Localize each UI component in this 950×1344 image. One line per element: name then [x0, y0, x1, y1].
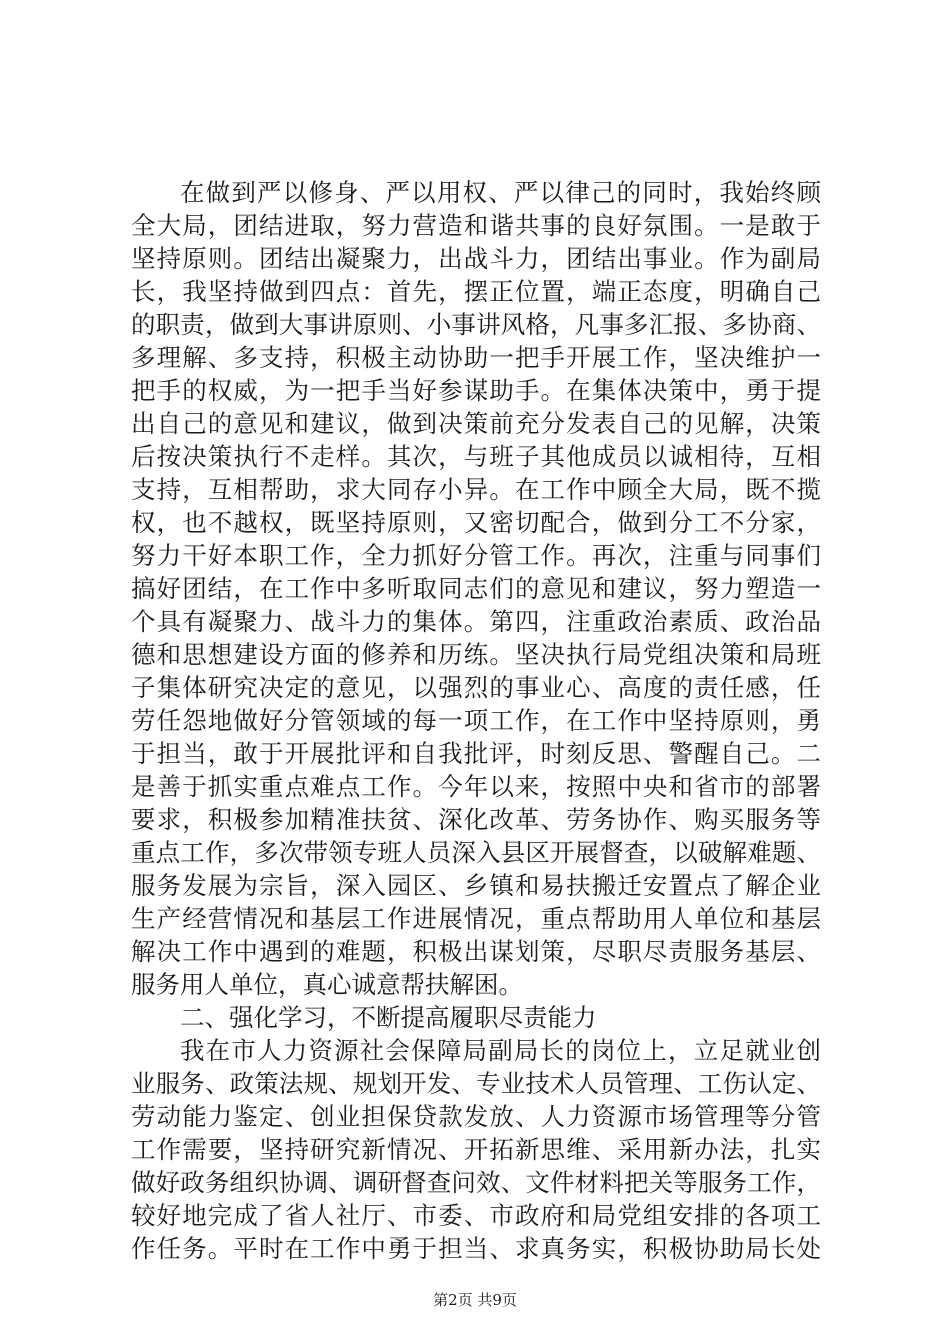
document-text — [131, 176, 821, 1265]
text-line: 解决工作中遇到的难题，积极出谋划策，尽职尽责服务基层、 — [131, 937, 821, 966]
text-line: 把手的权威，为一把手当好参谋助手。在集体决策中，勇于提 — [131, 376, 821, 405]
page-number-footer: 第2页 共9页 — [433, 1291, 517, 1309]
text-line: 后按决策执行不走样。其次，与班子其他成员以诚相待，互相 — [131, 442, 821, 471]
text-line: 重点工作，多次带领专班人员深入县区开展督查，以破解难题、 — [131, 838, 821, 867]
text-line: 我在市人力资源社会保障局副局长的岗位上，立足就业创 — [180, 1036, 821, 1065]
document-body — [131, 176, 821, 1265]
text-line: 服务用人单位，真心诚意帮扶解困。 — [131, 970, 523, 999]
text-line: 坚持原则。团结出凝聚力，出战斗力，团结出事业。作为副局 — [131, 244, 821, 273]
text-line: 德和思想建设方面的修养和历练。坚决执行局党组决策和局班 — [131, 640, 821, 669]
text-line: 长，我坚持做到四点：首先，摆正位置，端正态度，明确自己 — [131, 277, 821, 306]
text-line: 支持，互相帮助，求大同存小异。在工作中顾全大局，既不揽 — [131, 475, 821, 504]
text-line: 二、强化学习，不断提高履职尽责能力 — [180, 1003, 597, 1032]
text-line: 子集体研究决定的意见，以强烈的事业心、高度的责任感，任 — [131, 673, 821, 702]
text-line: 权，也不越权，既坚持原则，又密切配合，做到分工不分家， — [131, 508, 821, 537]
text-line: 较好地完成了省人社厅、市委、市政府和局党组安排的各项工 — [131, 1201, 821, 1230]
text-line: 劳任怨地做好分管领域的每一项工作，在工作中坚持原则，勇 — [131, 706, 821, 735]
text-line: 努力干好本职工作，全力抓好分管工作。再次，注重与同事们 — [131, 541, 821, 570]
text-line: 工作需要，坚持研究新情况、开拓新思维、采用新办法，扎实 — [131, 1135, 821, 1164]
text-line: 是善于抓实重点难点工作。今年以来，按照中央和省市的部署 — [131, 772, 821, 801]
text-line: 个具有凝聚力、战斗力的集体。第四，注重政治素质、政治品 — [131, 607, 821, 636]
text-line: 作任务。平时在工作中勇于担当、求真务实，积极协助局长处 — [131, 1234, 821, 1263]
text-line: 搞好团结，在工作中多听取同志们的意见和建议，努力塑造一 — [131, 574, 821, 603]
text-line: 的职责，做到大事讲原则、小事讲风格，凡事多汇报、多协商、 — [131, 310, 821, 339]
text-line: 服务发展为宗旨，深入园区、乡镇和易扶搬迁安置点了解企业 — [131, 871, 821, 900]
text-line: 在做到严以修身、严以用权、严以律己的同时，我始终顾 — [180, 178, 821, 207]
text-line: 于担当，敢于开展批评和自我批评，时刻反思、警醒自己。二 — [131, 739, 821, 768]
text-line: 出自己的意见和建议，做到决策前充分发表自己的见解，决策 — [131, 409, 821, 438]
text-line: 全大局，团结进取，努力营造和谐共事的良好氛围。一是敢于 — [131, 211, 821, 240]
text-line: 生产经营情况和基层工作进展情况，重点帮助用人单位和基层 — [131, 904, 821, 933]
text-line: 要求，积极参加精准扶贫、深化改革、劳务协作、购买服务等 — [131, 805, 821, 834]
text-line: 做好政务组织协调、调研督查问效、文件材料把关等服务工作， — [131, 1168, 821, 1197]
text-line: 业服务、政策法规、规划开发、专业技术人员管理、工伤认定、 — [131, 1069, 821, 1098]
text-line: 劳动能力鉴定、创业担保贷款发放、人力资源市场管理等分管 — [131, 1102, 821, 1131]
text-line: 多理解、多支持，积极主动协助一把手开展工作，坚决维护一 — [131, 343, 821, 372]
